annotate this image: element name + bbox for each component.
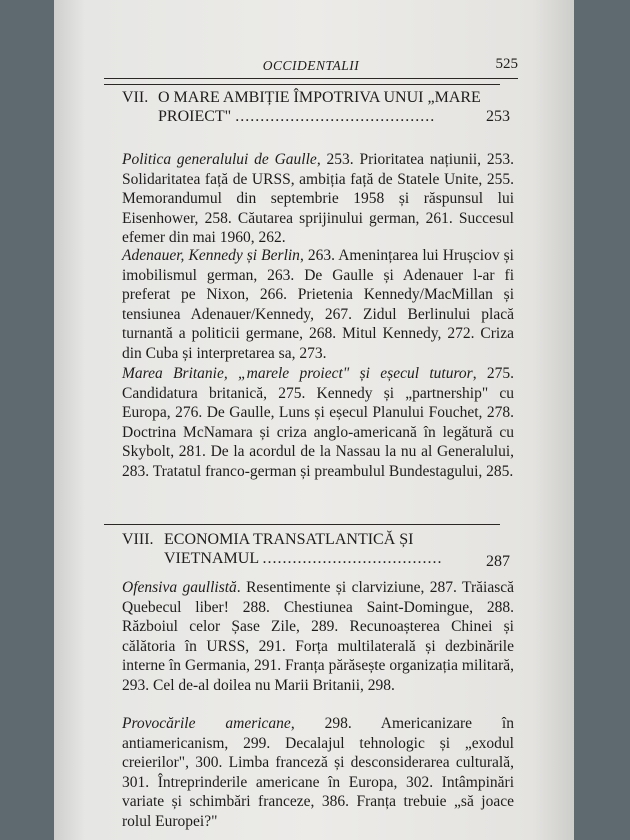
chapter-page: 287: [486, 553, 510, 570]
chapter-rule: [104, 524, 500, 525]
section-text: , 253. Prioritatea națiunii, 253. Solidaritatea față de URSS, ambiția față de Statele Unite, 255. Memorandumul din septembrie 1958 și răspunsul lui Eisenhower, 258. Căutarea sprijinului german, 261. Succesul efemer din mai 1960, 262.: [122, 151, 514, 246]
leader-dots: ........................................: [235, 108, 436, 125]
toc-paragraph: [122, 714, 514, 831]
book-page: [54, 0, 574, 840]
section-text: , 263. Amenințarea lui Hrușciov și imobilismul german, 263. De Gaulle și Adenauer l-ar fi preferat pe Nixon, 266. Prietenia Kennedy/MacMillan și tensiunea Adenauer/Kennedy, 267. Zidul Berlinului placă turnantă a politicii germane, 268. Mitul Kennedy, 272. Criza din Cuba și interpretarea sa, 273.: [122, 247, 514, 362]
toc-paragraph: [122, 364, 514, 481]
chapter-title-text: ECONOMIA TRANSATLANTICĂ ȘI VIETNAMUL: [164, 531, 414, 567]
chapter-title-text: O MARE AMBIȚIE ÎMPOTRIVA UNUI „MARE PROIECT": [158, 89, 481, 125]
leader-dots: ....................................: [262, 550, 443, 567]
page-number: 525: [495, 56, 518, 72]
section-lead: Provocările americane: [122, 715, 291, 732]
running-header: [104, 58, 518, 79]
chapter-number: VII.: [122, 89, 149, 106]
chapter-title: [122, 530, 510, 568]
section-lead: Marea Britanie, „marele proiect" și eșecul tuturor: [122, 365, 473, 382]
toc-paragraph: [122, 150, 514, 248]
section-lead: Ofensiva gaullistă: [122, 579, 237, 596]
chapter-heading-vii: [122, 88, 510, 126]
chapter-heading-viii: [122, 530, 510, 568]
chapter-page: 253: [486, 108, 510, 125]
section-text: , 298. Americanizare în antiamericanism, 299. Decalajul tehnologic și „exodul creierilor", 300. Limba franceză și desconsiderarea culturală, 301. Întreprinderile americane în Europa, 302. Intâmpinări variate și schimbări franceze, 386. Franța trebuie „să joace rolul Europei?": [122, 715, 514, 830]
section-text: , 275. Candidatura britanică, 275. Kennedy și „partnership" cu Europa, 276. De Gaulle, Luns și eșecul Planului Fouchet, 278. Doctrina McNamara și criza anglo-americană în legătură cu Skybolt, 281. De la acordul de la Nassau la nu al Generalului, 283. Tratatul franco-german și preambulul Bundestagului, 285.: [122, 365, 515, 480]
chapter-rule: [104, 84, 500, 85]
section-lead: Politica generalului de Gaulle: [122, 151, 317, 168]
toc-paragraph: [122, 578, 514, 695]
chapter-number: VIII.: [122, 531, 154, 548]
toc-paragraph: [122, 246, 514, 363]
section-text: . Resentimente și clarviziune, 287. Trăiască Quebecul liber! 288. Chestiunea Saint-Domingue, 288. Războiul celor Șase Zile, 289. Recunoașterea Chinei și călătoria în URSS, 291. Forța multilaterală și dezbinările interne în Germania, 291. Franța părăsește organizația militară, 293. Cel de-al doilea nu Marii Britanii, 298.: [122, 579, 514, 694]
chapter-title: [122, 88, 510, 126]
section-lead: Adenauer, Kennedy și Berlin: [122, 247, 300, 264]
running-title: OCCIDENTALII: [262, 58, 360, 73]
